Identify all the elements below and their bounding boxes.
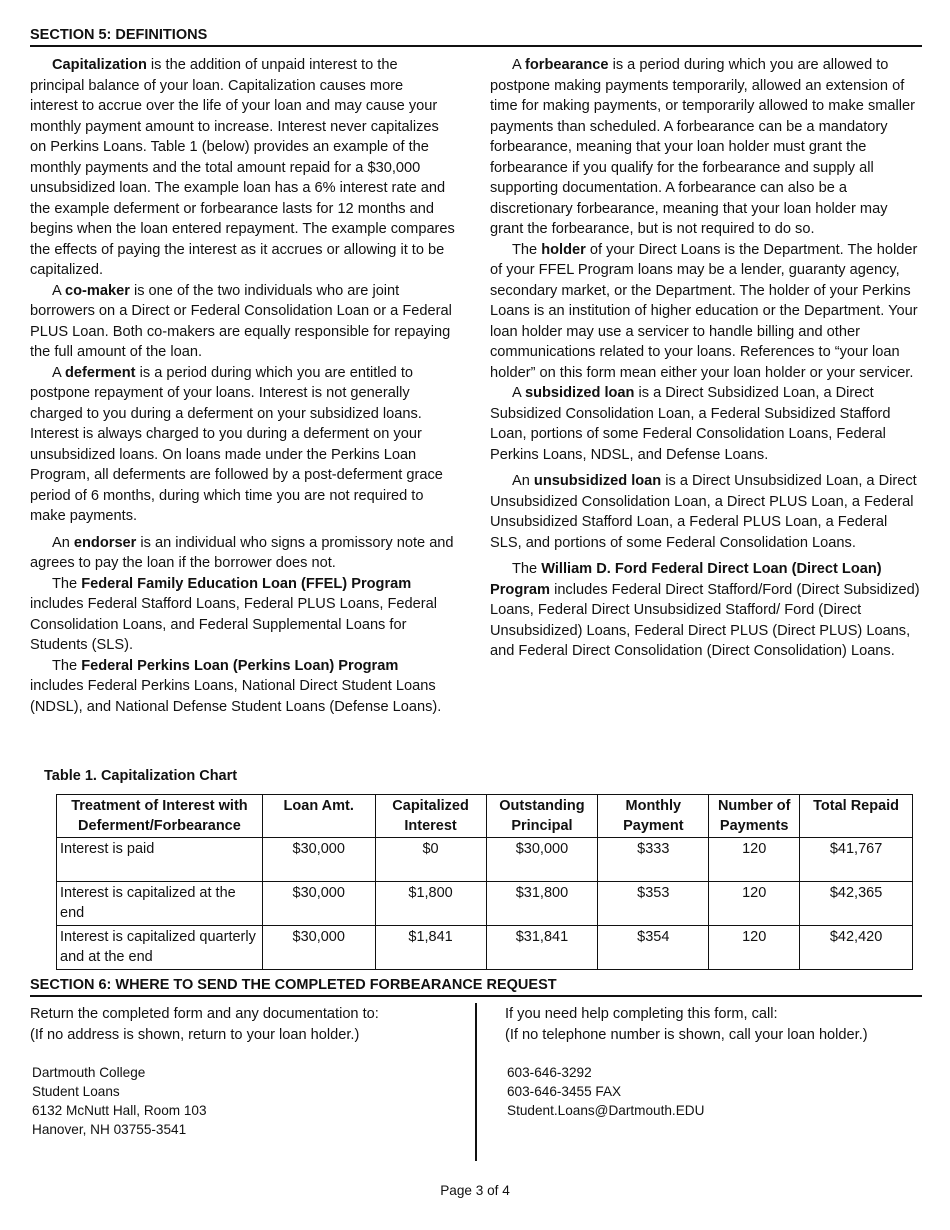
- section-6-heading: SECTION 6: WHERE TO SEND THE COMPLETED FORBEARANCE REQUEST: [30, 977, 922, 997]
- definition-co-maker: A co-maker is one of the two individuals who are joint borrowers on a Direct or Federal Consolidation Loan or a Federal PLUS Loan. Both co-makers are equally responsible for repaying the full amount of the loan.: [30, 282, 452, 360]
- table-header-cell: Total Repaid: [800, 795, 913, 838]
- table-header-cell: Treatment of Interest with Deferment/Forbearance: [57, 795, 263, 838]
- section-5-heading: SECTION 5: DEFINITIONS: [30, 27, 922, 47]
- table-cell: $42,365: [800, 882, 913, 926]
- mailing-address: [32, 1063, 207, 1139]
- table-cell: $31,841: [486, 926, 598, 970]
- table-cell: $30,000: [262, 838, 375, 882]
- definitions-right-column: [490, 55, 922, 662]
- address-line: Student Loans: [32, 1084, 120, 1099]
- help-instructions: [505, 1004, 925, 1045]
- definition-endorser: An endorser is an individual who signs a promissory note and agrees to pay the loan if the borrower does not.: [30, 534, 454, 571]
- table-cell: $0: [375, 838, 486, 882]
- column-divider: [475, 1003, 477, 1161]
- table-cell: $30,000: [262, 882, 375, 926]
- table-cell: 120: [709, 838, 800, 882]
- return-instructions: [30, 1004, 470, 1045]
- return-instruction-note: (If no address is shown, return to your loan holder.): [30, 1026, 360, 1043]
- table-cell: $353: [598, 882, 709, 926]
- table-cell: Interest is capitalized quarterly and at the end: [57, 926, 263, 970]
- return-instruction-line: Return the completed form and any documentation to:: [30, 1006, 379, 1022]
- table-row: [57, 926, 913, 970]
- definition-perkins-program: The Federal Perkins Loan (Perkins Loan) Program includes Federal Perkins Loans, National Direct Student Loans (NDSL), and National Defense Student Loans (Defense Loans).: [30, 657, 442, 715]
- capitalization-chart-table: [56, 794, 913, 970]
- table-cell: 120: [709, 926, 800, 970]
- table-header-cell: Number of Payments: [709, 795, 800, 838]
- phone-number: 603-646-3292: [507, 1065, 592, 1080]
- help-instruction-line: If you need help completing this form, call:: [505, 1006, 778, 1022]
- table-row: [57, 882, 913, 926]
- definition-deferment: A deferment is a period during which you are entitled to postpone repayment of your loans. Interest is not generally charged to you during a deferment on your subsidized loans. Interest is always charged to you during a deferment on your unsubsidized loans. On loans made under the Perkins Loan Program, all deferments are followed by a post-deferment grace period of 6 months, during which time you are not required to make payments.: [30, 364, 443, 524]
- table-cell: $1,800: [375, 882, 486, 926]
- page-number: Page 3 of 4: [440, 1183, 510, 1198]
- table-cell: $31,800: [486, 882, 598, 926]
- fax-number: 603-646-3455 FAX: [507, 1084, 622, 1099]
- definition-subsidized-loan: A subsidized loan is a Direct Subsidized Loan, a Direct Subsidized Consolidation Loan, a Federal Subsidized Stafford Loan, portions of some Federal Consolidation Loans, Federal Perkins Loans, NDSL, and Defense Loans.: [490, 385, 891, 463]
- definition-holder: The holder of your Direct Loans is the Department. The holder of your FFEL Program loans may be a lender, guaranty agency, secondary market, or the Department. The holder of your Perkins Loans is an institution of higher education or the Department. Your loan holder may use a servicer to handle billing and other communications related to your loans. References to “your loan holder” on this form mean either your loan holder or your servicer.: [490, 241, 918, 381]
- table-cell: $42,420: [800, 926, 913, 970]
- table-header-cell: Monthly Payment: [598, 795, 709, 838]
- table-cell: $1,841: [375, 926, 486, 970]
- table-cell: $30,000: [486, 838, 598, 882]
- definition-capitalization: Capitalization is the addition of unpaid interest to the principal balance of your loan. Capitalization causes more interest to accrue over the life of your loan and may cause your monthly payment amount to increase. Interest never capitalizes on Perkins Loans. Table 1 (below) provides an example of the monthly payments and the total amount repaid for a $30,000 unsubsidized loan. The example loan has a 6% interest rate and the example deferment or forbearance lasts for 12 months and begins when the loan entered repayment. The example compares the effects of paying the interest as it accrues or allowing it to be capitalized.: [30, 57, 455, 278]
- definition-ffel-program: The Federal Family Education Loan (FFEL) Program includes Federal Stafford Loans, Federal PLUS Loans, Federal Consolidation Loans, and Federal Supplemental Loans for Students (SLS).: [30, 575, 437, 653]
- address-line: 6132 McNutt Hall, Room 103: [32, 1103, 207, 1118]
- email-address: Student.Loans@Dartmouth.EDU: [507, 1103, 705, 1118]
- definitions-left-column: [30, 55, 455, 717]
- definition-unsubsidized-loan: An unsubsidized loan is a Direct Unsubsidized Loan, a Direct Unsubsidized Consolidation Loan, a Direct PLUS Loan, a Federal Unsubsidized Stafford Loan, a Federal PLUS Loan, a Federal SLS, and portions of some Federal Consolidation Loans.: [490, 473, 917, 551]
- table-header-cell: Loan Amt.: [262, 795, 375, 838]
- table-header-cell: Capitalized Interest: [375, 795, 486, 838]
- address-line: Hanover, NH 03755-3541: [32, 1122, 187, 1137]
- table-cell: Interest is paid: [57, 838, 263, 882]
- table-cell: Interest is capitalized at the end: [57, 882, 263, 926]
- table-cell: $354: [598, 926, 709, 970]
- table-cell: 120: [709, 882, 800, 926]
- address-line: Dartmouth College: [32, 1065, 146, 1080]
- help-instruction-note: (If no telephone number is shown, call your loan holder.): [505, 1026, 868, 1043]
- table-cell: $41,767: [800, 838, 913, 882]
- definition-direct-loan-program: The William D. Ford Federal Direct Loan (Direct Loan) Program includes Federal Direct Stafford/Ford (Direct Subsidized) Loans, Federal Direct Unsubsidized Stafford/ Ford (Direct Unsubsidized) Loans, Federal Direct PLUS (Direct PLUS) Loans, and Federal Direct Consolidation (Direct Consolidation) Loans.: [490, 561, 920, 659]
- table-header-cell: Outstanding Principal: [486, 795, 598, 838]
- table-cell: $30,000: [262, 926, 375, 970]
- table-row: [57, 838, 913, 882]
- table-caption: Table 1. Capitalization Chart: [44, 768, 238, 784]
- definition-forbearance: A forbearance is a period during which you are allowed to postpone making payments temporarily, allowed an extension of time for making payments, or temporarily allowed to make smaller payments than scheduled. A forbearance can be a mandatory forbearance, meaning that your loan holder must grant the forbearance if you qualify for the forbearance and supply all supporting documentation. A forbearance can also be a discretionary forbearance, meaning that your loan holder may grant the forbearance, but is not required to do so.: [490, 57, 915, 237]
- table-header-row: [57, 795, 913, 838]
- contact-info: [507, 1063, 704, 1120]
- table-cell: $333: [598, 838, 709, 882]
